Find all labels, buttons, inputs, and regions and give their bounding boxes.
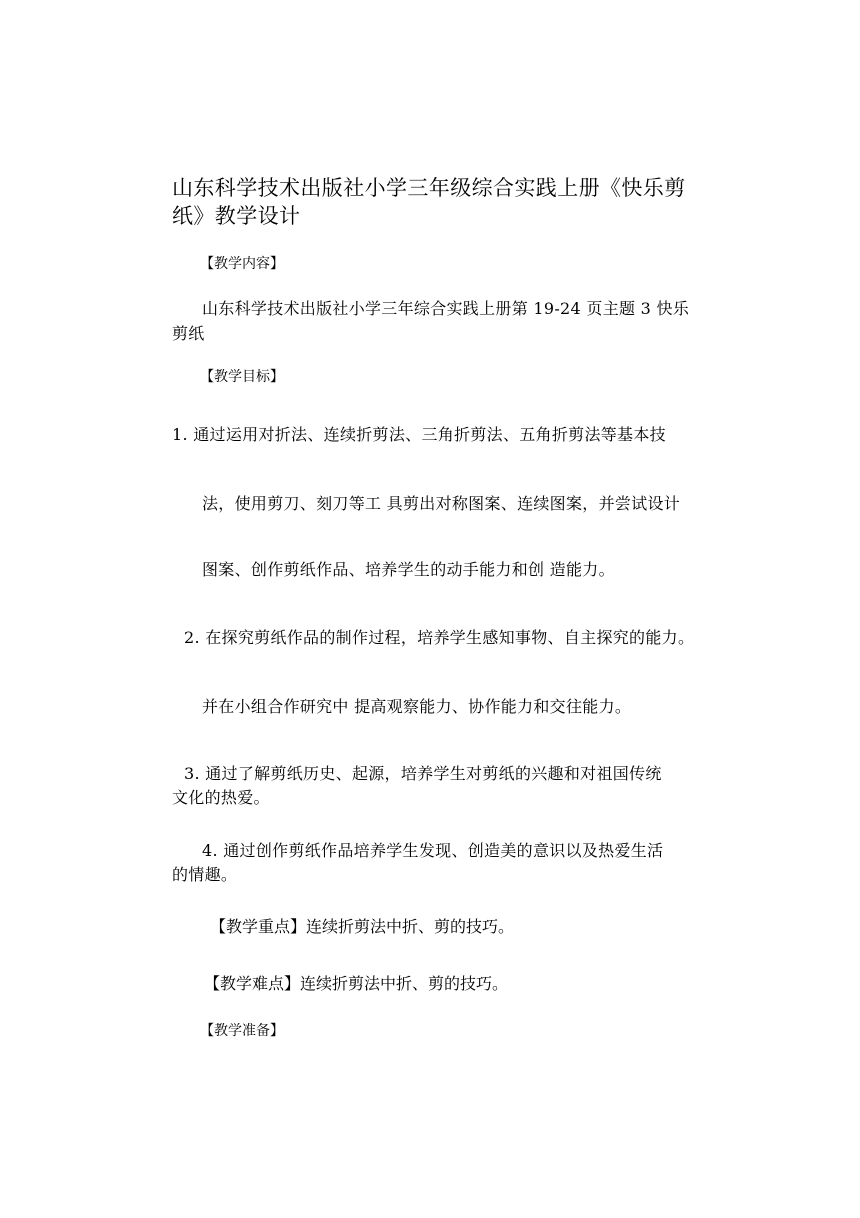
goal-2-line-2: 并在小组合作研究中 提高观察能力、协作能力和交往能力。 xyxy=(202,697,632,716)
goal-2-line-1: 2. 在探究剪纸作品的制作过程，培养学生感知事物、自主探究的能力。 xyxy=(184,628,695,647)
goal-4-line-1: 4. 通过创作剪纸作品培养学生发现、创造美的意识以及热爱生活 xyxy=(202,841,664,860)
document-title-line-1: 山东科学技术出版社小学三年级综合实践上册《快乐剪 xyxy=(172,176,686,200)
teaching-difficulty: 【教学难点】连续折剪法中折、剪的技巧。 xyxy=(204,974,509,993)
goal-1-line-1: 1. 通过运用对折法、连续折剪法、三角折剪法、五角折剪法等基本技 xyxy=(172,425,666,444)
content-text-line-1: 山东科学技术出版社小学三年综合实践上册第 19-24 页主题 3 快乐 xyxy=(202,299,690,318)
goal-1-line-3: 图案、创作剪纸作品、培养学生的动手能力和创 造能力。 xyxy=(202,560,615,579)
section-teaching-goals-label: 【教学目标】 xyxy=(200,369,284,385)
document-title-line-2: 纸》教学设计 xyxy=(172,204,301,228)
goal-1-line-2: 法，使用剪刀、刻刀等工 具剪出对称图案、连续图案，并尝试设计 xyxy=(202,494,681,513)
section-teaching-content-label: 【教学内容】 xyxy=(200,256,284,272)
goal-3-line-2: 文化的热爱。 xyxy=(172,788,270,807)
goal-4-line-2: 的情趣。 xyxy=(172,865,238,884)
goal-3-line-1: 3. 通过了解剪纸历史、起源，培养学生对剪纸的兴趣和对祖国传统 xyxy=(184,764,662,783)
section-teaching-preparation-label: 【教学准备】 xyxy=(200,1023,284,1039)
teaching-key-point: 【教学重点】连续折剪法中折、剪的技巧。 xyxy=(210,917,515,936)
content-text-line-2: 剪纸 xyxy=(172,324,205,343)
